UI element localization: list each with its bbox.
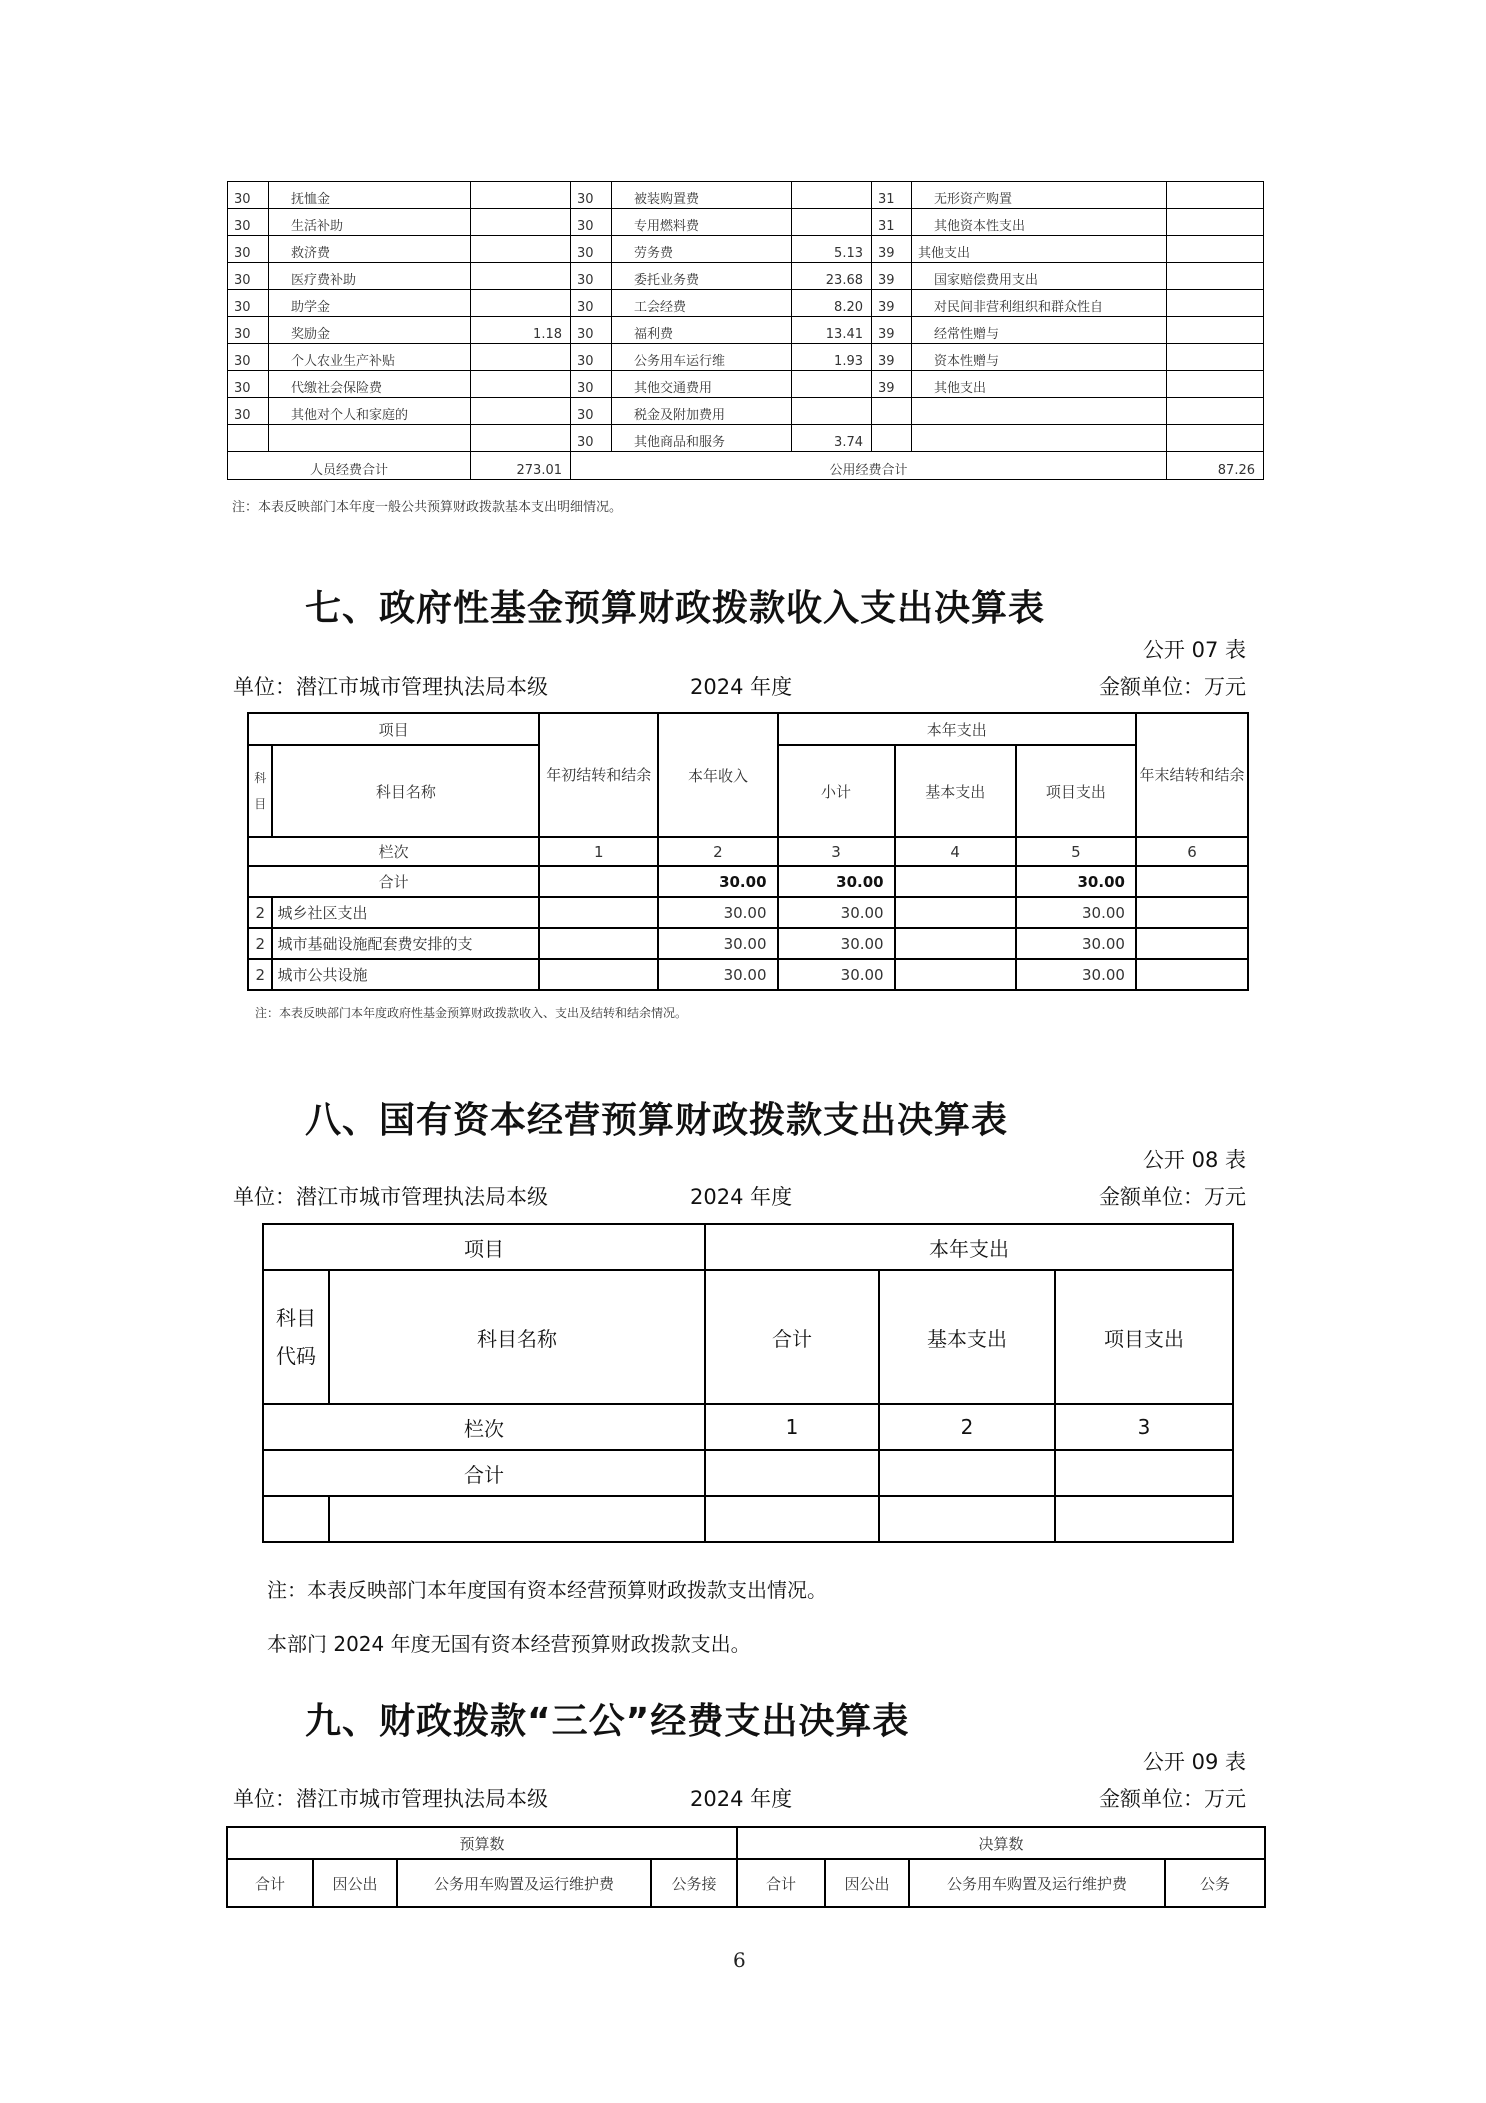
header-expense-group: 本年支出 — [705, 1224, 1233, 1270]
total-label: 合计 — [248, 866, 539, 897]
basic-value — [895, 897, 1016, 928]
table-row — [228, 344, 1264, 371]
column-row-label: 栏次 — [248, 837, 539, 866]
econ-code: 30 — [228, 209, 269, 236]
econ-name — [912, 398, 1167, 425]
econ-code — [228, 425, 269, 452]
econ-name: 抚恤金 — [269, 182, 471, 209]
budget-col-total: 合计 — [227, 1859, 313, 1907]
table-row — [263, 1496, 1233, 1542]
subtotal-value: 30.00 — [778, 897, 895, 928]
header-subtotal: 小计 — [778, 745, 895, 837]
table-row — [228, 371, 1264, 398]
section8-unit: 单位：潜江市城市管理执法局本级 — [233, 1185, 548, 1209]
column-row-label: 栏次 — [263, 1404, 705, 1450]
table-row — [228, 209, 1264, 236]
subject-code: 2 — [248, 959, 272, 990]
econ-name: 国家赔偿费用支出 — [912, 263, 1167, 290]
basic-value — [895, 866, 1016, 897]
econ-code: 39 — [872, 317, 912, 344]
econ-name: 医疗费补助 — [269, 263, 471, 290]
amount — [471, 263, 571, 290]
header-item: 项目 — [263, 1224, 705, 1270]
econ-name: 奖励金 — [269, 317, 471, 344]
amount: 3.74 — [792, 425, 872, 452]
project-value — [1055, 1450, 1233, 1496]
personnel-total-value: 273.01 — [471, 452, 571, 480]
section8-title: 八、国有资本经营预算财政拨款支出决算表 — [305, 1100, 1009, 1141]
econ-code: 30 — [571, 425, 612, 452]
section8-table-no: 公开 08 表 — [1142, 1148, 1246, 1172]
amount: 8.20 — [792, 290, 872, 317]
table-row — [248, 928, 1248, 959]
header-opening: 年初结转和结余 — [539, 713, 658, 837]
subject-name — [329, 1496, 705, 1542]
opening-value — [539, 897, 658, 928]
subject-name: 城市公共设施 — [272, 959, 539, 990]
subject-code: 2 — [248, 928, 272, 959]
econ-name: 委托业务费 — [612, 263, 792, 290]
col-num: 5 — [1016, 837, 1136, 866]
econ-name: 个人农业生产补贴 — [269, 344, 471, 371]
amount — [792, 398, 872, 425]
three-public-expenses-table — [226, 1826, 1266, 1908]
final-col-reception: 公务 — [1165, 1859, 1265, 1907]
total-row — [248, 866, 1248, 897]
section7-amount-unit: 金额单位：万元 — [1099, 675, 1246, 699]
header-expense-group: 本年支出 — [778, 713, 1136, 745]
econ-code: 30 — [571, 317, 612, 344]
econ-name: 工会经费 — [612, 290, 792, 317]
econ-code: 30 — [228, 182, 269, 209]
econ-name: 无形资产购置 — [912, 182, 1167, 209]
table-row — [228, 317, 1264, 344]
section9-table-no: 公开 09 表 — [1142, 1750, 1246, 1774]
col-num: 3 — [1055, 1404, 1233, 1450]
table-row — [248, 959, 1248, 990]
subtotal-value: 30.00 — [778, 866, 895, 897]
econ-code: 39 — [872, 344, 912, 371]
header-name: 科目名称 — [272, 745, 539, 837]
econ-code: 30 — [571, 263, 612, 290]
basic-value — [895, 928, 1016, 959]
final-col-total: 合计 — [737, 1859, 825, 1907]
section8-note: 注：本表反映部门本年度国有资本经营预算财政拨款支出情况。 — [267, 1578, 827, 1602]
opening-value — [539, 866, 658, 897]
econ-name — [269, 425, 471, 452]
amount — [1167, 425, 1264, 452]
econ-code: 30 — [571, 236, 612, 263]
header-code — [263, 1270, 329, 1404]
header-total: 合计 — [705, 1270, 879, 1404]
subtotal-value: 30.00 — [778, 959, 895, 990]
income-value: 30.00 — [658, 897, 777, 928]
econ-name: 其他支出 — [912, 371, 1167, 398]
econ-code: 30 — [571, 344, 612, 371]
amount — [471, 425, 571, 452]
basic-value — [879, 1450, 1055, 1496]
econ-name: 税金及附加费用 — [612, 398, 792, 425]
header-closing: 年末结转和结余 — [1136, 713, 1248, 837]
col-num: 1 — [539, 837, 658, 866]
econ-name — [912, 425, 1167, 452]
amount — [792, 182, 872, 209]
page-number: 6 — [733, 1948, 746, 1972]
amount: 5.13 — [792, 236, 872, 263]
table-row — [228, 290, 1264, 317]
total-row — [263, 1450, 1233, 1496]
econ-name: 经常性赠与 — [912, 317, 1167, 344]
col-num: 6 — [1136, 837, 1248, 866]
basic-value — [879, 1496, 1055, 1542]
budget-col-vehicle: 公务用车购置及运行维护费 — [397, 1859, 651, 1907]
column-number-row — [248, 837, 1248, 866]
econ-code: 30 — [228, 371, 269, 398]
amount — [471, 236, 571, 263]
amount: 1.18 — [471, 317, 571, 344]
econ-name: 助学金 — [269, 290, 471, 317]
section8-year: 2024 年度 — [690, 1185, 793, 1209]
section7-note: 注：本表反映部门本年度政府性基金预算财政拨款收入、支出及结转和结余情况。 — [255, 1006, 688, 1020]
budget-col-reception: 公务接 — [651, 1859, 737, 1907]
subject-name: 城乡社区支出 — [272, 897, 539, 928]
personnel-total-label: 人员经费合计 — [228, 452, 471, 480]
final-col-vehicle: 公务用车购置及运行维护费 — [909, 1859, 1165, 1907]
closing-value — [1136, 959, 1248, 990]
closing-value — [1136, 928, 1248, 959]
amount — [1167, 317, 1264, 344]
closing-value — [1136, 866, 1248, 897]
header-code: 科目 — [248, 745, 272, 837]
econ-code: 39 — [872, 263, 912, 290]
header-basic: 基本支出 — [895, 745, 1016, 837]
econ-name: 资本性赠与 — [912, 344, 1167, 371]
opening-value — [539, 959, 658, 990]
header-final: 决算数 — [737, 1827, 1265, 1859]
basic-value — [895, 959, 1016, 990]
amount: 13.41 — [792, 317, 872, 344]
section7-unit: 单位：潜江市城市管理执法局本级 — [233, 675, 548, 699]
section7-title: 七、政府性基金预算财政拨款收入支出决算表 — [305, 588, 1046, 629]
econ-code: 30 — [228, 398, 269, 425]
subject-name: 城市基础设施配套费安排的支 — [272, 928, 539, 959]
subject-code — [263, 1496, 329, 1542]
econ-name: 其他支出 — [912, 236, 1167, 263]
final-col-travel-abroad: 因公出 — [825, 1859, 909, 1907]
econ-code: 30 — [228, 317, 269, 344]
col-num: 2 — [879, 1404, 1055, 1450]
section9-year: 2024 年度 — [690, 1787, 793, 1811]
econ-name: 生活补助 — [269, 209, 471, 236]
section9-unit: 单位：潜江市城市管理执法局本级 — [233, 1787, 548, 1811]
section9-title: 九、财政拨款“三公”经费支出决算表 — [305, 1701, 910, 1742]
amount — [1167, 209, 1264, 236]
econ-name: 劳务费 — [612, 236, 792, 263]
basic-expenditure-detail-table — [227, 181, 1264, 480]
econ-name: 其他资本性支出 — [912, 209, 1167, 236]
econ-code: 31 — [872, 209, 912, 236]
amount — [471, 344, 571, 371]
econ-code: 31 — [872, 182, 912, 209]
header-basic: 基本支出 — [879, 1270, 1055, 1404]
amount — [471, 209, 571, 236]
table-row — [228, 263, 1264, 290]
income-value: 30.00 — [658, 928, 777, 959]
econ-code: 30 — [228, 290, 269, 317]
section9-amount-unit: 金额单位：万元 — [1099, 1787, 1246, 1811]
econ-name: 代缴社会保险费 — [269, 371, 471, 398]
amount — [1167, 398, 1264, 425]
header-project: 项目支出 — [1055, 1270, 1233, 1404]
header-income: 本年收入 — [658, 713, 777, 837]
econ-name: 对民间非营利组织和群众性自 — [912, 290, 1167, 317]
section7-table-no: 公开 07 表 — [1142, 638, 1246, 662]
col-num: 3 — [778, 837, 895, 866]
econ-code — [872, 425, 912, 452]
header-code-line2: 代码 — [276, 1344, 316, 1368]
econ-code: 30 — [571, 371, 612, 398]
econ-name: 救济费 — [269, 236, 471, 263]
amount: 23.68 — [792, 263, 872, 290]
state-capital-table — [262, 1223, 1234, 1543]
econ-code — [872, 398, 912, 425]
section8-statement: 本部门 2024 年度无国有资本经营预算财政拨款支出。 — [267, 1632, 751, 1656]
econ-name: 其他商品和服务 — [612, 425, 792, 452]
public-total-value: 87.26 — [1167, 452, 1264, 480]
header-budget: 预算数 — [227, 1827, 737, 1859]
amount — [471, 290, 571, 317]
col-num: 4 — [895, 837, 1016, 866]
header-code-line1: 科目 — [276, 1306, 316, 1330]
amount — [1167, 263, 1264, 290]
econ-code: 30 — [571, 182, 612, 209]
econ-code: 30 — [571, 398, 612, 425]
subtotal-value: 30.00 — [778, 928, 895, 959]
col-num: 2 — [658, 837, 777, 866]
section8-amount-unit: 金额单位：万元 — [1099, 1185, 1246, 1209]
project-value: 30.00 — [1016, 866, 1136, 897]
budget-col-travel-abroad: 因公出 — [313, 1859, 397, 1907]
amount — [471, 398, 571, 425]
econ-code: 30 — [571, 209, 612, 236]
amount — [1167, 344, 1264, 371]
total-value — [705, 1496, 879, 1542]
table-row — [248, 897, 1248, 928]
table-row — [228, 398, 1264, 425]
total-row — [228, 452, 1264, 480]
econ-code: 30 — [228, 344, 269, 371]
econ-name: 其他交通费用 — [612, 371, 792, 398]
econ-code: 39 — [872, 236, 912, 263]
table6-note: 注：本表反映部门本年度一般公共预算财政拨款基本支出明细情况。 — [232, 500, 623, 515]
subject-code: 2 — [248, 897, 272, 928]
econ-name: 福利费 — [612, 317, 792, 344]
income-value: 30.00 — [658, 866, 777, 897]
project-value: 30.00 — [1016, 959, 1136, 990]
opening-value — [539, 928, 658, 959]
section7-year: 2024 年度 — [690, 675, 793, 699]
amount — [1167, 290, 1264, 317]
column-number-row — [263, 1404, 1233, 1450]
econ-code: 30 — [228, 263, 269, 290]
total-label: 合计 — [263, 1450, 705, 1496]
econ-code: 30 — [228, 236, 269, 263]
table-row — [228, 182, 1264, 209]
income-value: 30.00 — [658, 959, 777, 990]
header-name: 科目名称 — [329, 1270, 705, 1404]
econ-name: 其他对个人和家庭的 — [269, 398, 471, 425]
amount — [792, 371, 872, 398]
table-row — [228, 425, 1264, 452]
total-value — [705, 1450, 879, 1496]
header-item: 项目 — [248, 713, 539, 745]
amount — [1167, 236, 1264, 263]
government-fund-table — [247, 712, 1249, 991]
amount — [792, 209, 872, 236]
header-project: 项目支出 — [1016, 745, 1136, 837]
project-value: 30.00 — [1016, 897, 1136, 928]
closing-value — [1136, 897, 1248, 928]
econ-code: 39 — [872, 290, 912, 317]
amount — [1167, 182, 1264, 209]
project-value — [1055, 1496, 1233, 1542]
public-total-label: 公用经费合计 — [571, 452, 1167, 480]
econ-name: 专用燃料费 — [612, 209, 792, 236]
econ-name: 公务用车运行维 — [612, 344, 792, 371]
amount — [1167, 371, 1264, 398]
amount — [471, 182, 571, 209]
econ-code: 39 — [872, 371, 912, 398]
amount: 1.93 — [792, 344, 872, 371]
table-row — [228, 236, 1264, 263]
project-value: 30.00 — [1016, 928, 1136, 959]
amount — [471, 371, 571, 398]
econ-code: 30 — [571, 290, 612, 317]
econ-name: 被装购置费 — [612, 182, 792, 209]
col-num: 1 — [705, 1404, 879, 1450]
